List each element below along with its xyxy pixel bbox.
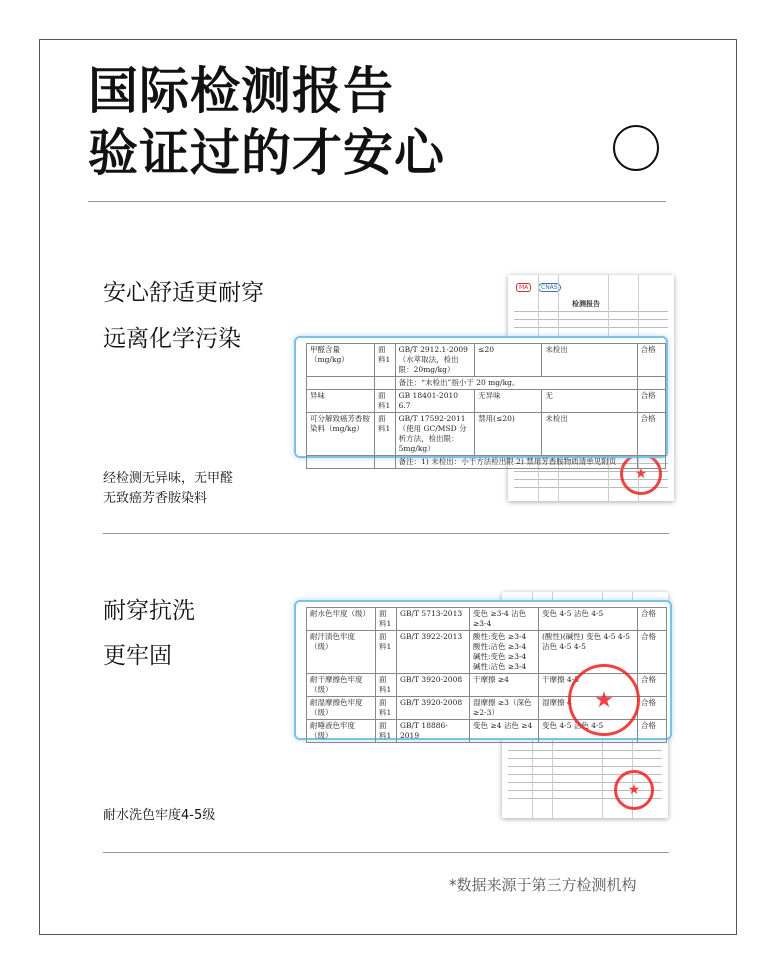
table-row: 耐水色牢度（级） 面料1 GB/T 5713-2013 变色 ≥3-4 沾色 ≥3-4 变色 4-5 沾色 4-5 合格: [307, 608, 667, 631]
report-callout-2: [294, 600, 672, 740]
table-row: 备注：1) 未检出：小于方法检出限 2) 禁用芳香胺物质清单见附页: [307, 456, 666, 469]
red-seal-stamp-icon: ★: [568, 664, 640, 736]
report-title: 检测报告: [572, 300, 600, 308]
red-seal-stamp-icon: ★: [620, 453, 662, 495]
section1-heading-2: 远离化学污染: [103, 326, 241, 352]
section-divider-1: [103, 533, 669, 534]
cnas-logo-icon: CNAS: [538, 283, 561, 292]
chemical-test-table: [306, 343, 666, 469]
section2-heading-2: 更牢固: [103, 643, 172, 669]
table-row: 耐汗渍色牢度（级） 面料1 GB/T 3922-2013 酸性:变色 ≥3-4 酸性:沾色 ≥3-4 碱性:变色 ≥3-4 碱性:沾色 ≥3-4 (酸性)(碱性) 变色 4-5 4-5 沾色 4-5 4-5 合格: [307, 631, 667, 674]
section2-caption-1: 耐水洗色牢度4-5级: [103, 808, 216, 823]
data-source-footnote: *数据来源于第三方检测机构: [449, 876, 637, 894]
title-divider: [88, 201, 666, 202]
section-divider-2: [103, 852, 669, 853]
section1-heading-1: 安心舒适更耐穿: [103, 280, 264, 306]
report-callout-1: [294, 336, 668, 466]
section2-heading-1: 耐穿抗洗: [103, 598, 195, 624]
page-title-line2: 验证过的才安心: [88, 124, 445, 182]
table-row: 耐湿摩擦色牢度（级） 面料1 GB/T 3920-2008 湿摩擦 ≥3（深色≥2-3） 湿摩擦 4 合格: [307, 697, 667, 720]
table-row: 可分解致癌芳香胺染料（mg/kg） 面料1 GB/T 17592-2011（使用 GC/MSD 分析方法，检出限：5mg/kg） 禁用(≤20) 未检出 合格: [307, 413, 666, 456]
table-row: 异味 面料1 GB 18401-2010 6.7 无异味 无 合格: [307, 390, 666, 413]
circle-icon: [613, 125, 659, 171]
table-row: 甲醛含量（mg/kg） 面料1 GB/T 2912.1-2009（水萃取法，检出限：20mg/kg） ≤20 未检出 合格: [307, 344, 666, 377]
red-seal-stamp-icon: ★: [614, 770, 654, 810]
table-row: 备注：“未检出”指小于 20 mg/kg。: [307, 377, 666, 390]
table-row: 耐唾液色牢度（级） 面料1 GB/T 18886-2019 变色 ≥4 沾色 ≥4 变色 4-5 沾色 4-5 合格: [307, 720, 667, 743]
page-title-line1: 国际检测报告: [88, 62, 394, 120]
cma-logo-icon: MA: [516, 283, 531, 292]
section1-caption-2: 无致癌芳香胺染料: [103, 491, 208, 506]
table-row: 耐干摩擦色牢度（级） 面料1 GB/T 3920-2008 干摩擦 ≥4 干摩擦 4-5 合格: [307, 674, 667, 697]
section1-caption-1: 经检测无异味，无甲醛: [103, 471, 234, 486]
